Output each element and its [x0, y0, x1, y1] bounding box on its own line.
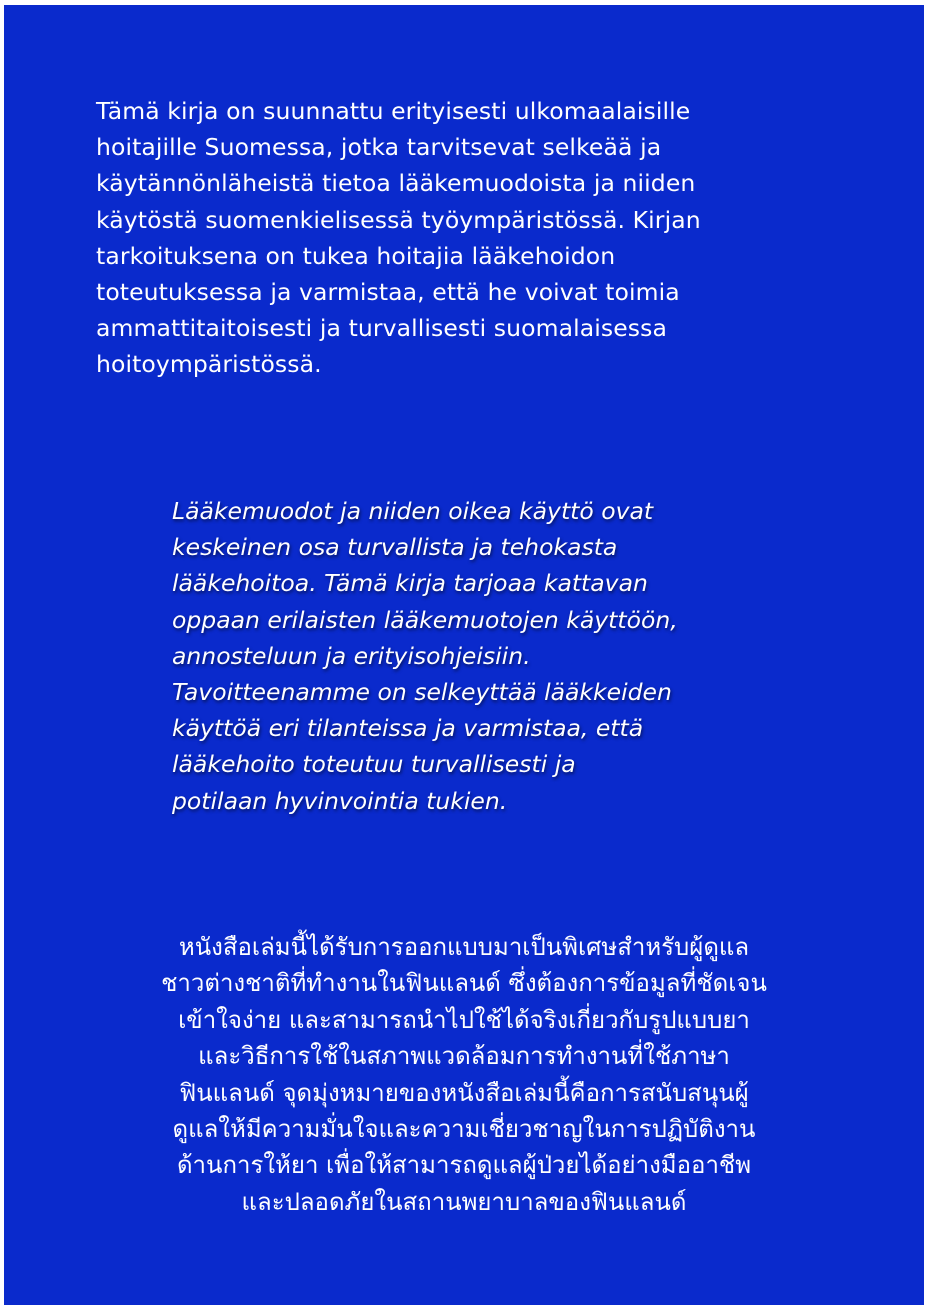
intro-paragraph-thai: หนังสือเล่มนี้ได้รับการออกแบบมาเป็นพิเศษสำหรับผู้ดูแล ชาวต่างชาติที่ทำงานในฟินแลนด์ ซึ่งต้องการข้อมูลที่ชัดเจน เข้าใจง่าย และสามารถนำไปใช้ได้จริงเกี่ยวกับรูปแบบยา และวิธีการใช้ในสภาพแวดล้อมการทำงานที่ใช้ภาษา ฟินแลนด์ จุดมุ่งหมายของหนังสือเล่มนี้คือการสนับสนุนผู้ ดูแลให้มีความมั่นใจและความเชี่ยวชาญในการปฏิบัติงาน ด้านการให้ยา เพื่อให้สามารถดูแลผู้ป่วยได้อย่างมืออาชีพ และปลอดภัยในสถานพยาบาลของฟินแลนด์ [161, 933, 767, 1216]
intro-paragraph-finnish: Tämä kirja on suunnattu erityisesti ulkomaalaisille hoitajille Suomessa, jotka tarvitsevat selkeää ja käytännönläheistä tietoa lääkemuodoista ja niiden käytöstä suomenkielisessä työympäristössä. Kirjan tarkoituksena on tukea hoitajia lääkehoidon toteutuksessa ja varmistaa, että he voivat toimia ammattitaitoisesti ja turvallisesti suomalaisessa hoitoympäristössä. [96, 97, 701, 379]
quote-paragraph-finnish: Lääkemuodot ja niiden oikea käyttö ovat keskeinen osa turvallista ja tehokasta lääkehoitoa. Tämä kirja tarjoaa kattavan oppaan erilaisten lääkemuotojen käyttöön, annosteluun ja erityisohjeisiin. Tavoitteenamme on selkeyttää lääkkeiden käyttöä eri tilanteissa ja varmistaa, että lääkehoito toteutuu turvallisesti ja potilaan hyvinvointia tukien. [172, 497, 678, 815]
book-page [4, 5, 924, 1305]
